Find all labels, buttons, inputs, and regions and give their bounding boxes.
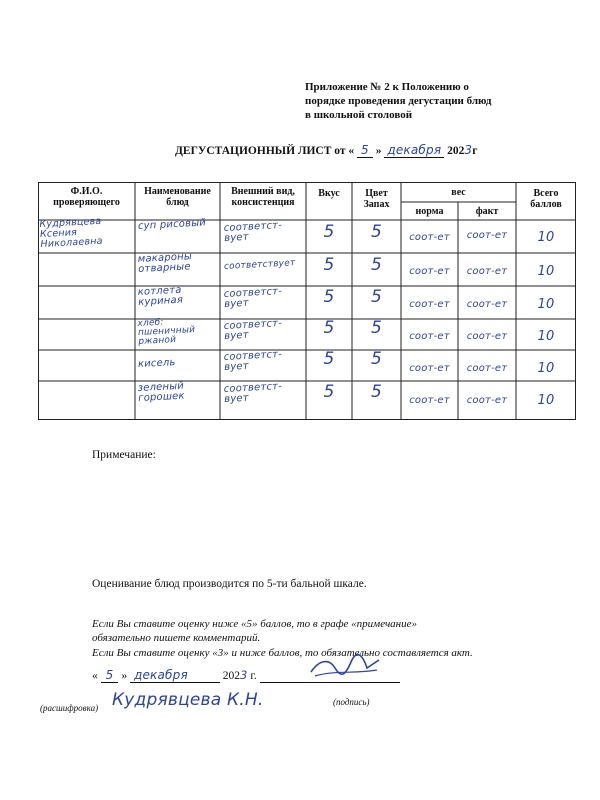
header-taste: Вкус bbox=[318, 188, 340, 199]
row6-appearance: соответст-вует bbox=[223, 380, 283, 405]
instructions-block-1 bbox=[92, 617, 417, 645]
instruction-line-2: обязательно пишете комментарий. bbox=[92, 632, 261, 644]
row2-total: 10 bbox=[537, 264, 555, 279]
row1-norm: соот-ет bbox=[409, 232, 450, 243]
footer-open-quote: « bbox=[92, 670, 98, 682]
footer-year-digit: 3 bbox=[240, 668, 248, 682]
row4-fact: соот-ет bbox=[466, 331, 508, 342]
header-fact: факт bbox=[475, 206, 499, 217]
tasting-table bbox=[38, 182, 576, 420]
title-suffix: г bbox=[472, 145, 478, 157]
title-year-prefix: 202 bbox=[447, 145, 465, 157]
title-mid: » bbox=[375, 145, 382, 157]
instructions-block-2 bbox=[92, 646, 473, 660]
footer-year-suffix: г. bbox=[250, 670, 257, 682]
decode-value: Кудрявцева К.Н. bbox=[112, 690, 264, 710]
row2-taste: 5 bbox=[323, 255, 335, 275]
title-prefix: ДЕГУСТАЦИОННЫЙ ЛИСТ от « bbox=[175, 145, 355, 157]
row3-fact: соот-ет bbox=[466, 299, 508, 310]
row1-appearance: соответст-вует bbox=[223, 219, 283, 244]
header-total: Всего баллов bbox=[530, 188, 562, 210]
title-month: декабря bbox=[384, 143, 444, 158]
row2-color: 5 bbox=[370, 255, 383, 275]
row2-dish: макароны отварные bbox=[137, 251, 193, 275]
inspector-name: Кудрявцева Ксения Николаевна bbox=[39, 215, 103, 250]
row5-fact: соот-ет bbox=[466, 363, 508, 374]
footer-close-quote: » bbox=[121, 670, 128, 682]
row6-dish: зеленый горошек bbox=[137, 380, 186, 404]
title-day: 5 bbox=[357, 143, 373, 158]
row6-fact: соот-ет bbox=[466, 395, 508, 406]
scale-text: Оценивание блюд производится по 5-ти бальной шкале. bbox=[92, 578, 367, 590]
row3-appearance: соответст-вует bbox=[223, 285, 283, 310]
instruction-line-1: Если Вы ставите оценку ниже «5» баллов, то в графе «примечание» bbox=[92, 618, 418, 630]
row6-norm: соот-ет bbox=[409, 395, 450, 406]
header-color-smell: Цвет Запах bbox=[363, 188, 390, 210]
row1-total: 10 bbox=[537, 230, 555, 245]
appendix-line-2: порядке проведения дегустации блюд bbox=[305, 95, 492, 107]
row4-color: 5 bbox=[370, 318, 383, 338]
row5-color: 5 bbox=[370, 349, 383, 369]
row6-color: 5 bbox=[370, 382, 383, 402]
row5-norm: соот-ет bbox=[409, 363, 450, 374]
row4-norm: соот-ет bbox=[409, 331, 450, 342]
row6-total: 10 bbox=[537, 393, 555, 408]
note-label: Примечание: bbox=[92, 449, 156, 461]
row1-taste: 5 bbox=[323, 222, 335, 242]
row6-taste: 5 bbox=[323, 382, 335, 402]
row2-appearance: соответствует bbox=[223, 258, 296, 272]
row1-fact: соот-ет bbox=[466, 230, 508, 241]
row3-norm: соот-ет bbox=[409, 299, 450, 310]
row2-norm: соот-ет bbox=[409, 266, 450, 277]
signature-mark bbox=[305, 650, 385, 686]
header-weight: вес bbox=[451, 187, 466, 198]
row1-dish: суп рисовый bbox=[137, 217, 207, 232]
row5-total: 10 bbox=[537, 361, 555, 376]
signature-label: (подпись) bbox=[333, 697, 370, 707]
row4-taste: 5 bbox=[323, 318, 335, 338]
footer-year-prefix: 202 bbox=[222, 670, 241, 682]
header-fio: Ф.И.О. проверяющего bbox=[53, 186, 120, 208]
appendix-line-1: Приложение № 2 к Положению о bbox=[305, 81, 469, 93]
row5-taste: 5 bbox=[323, 349, 335, 369]
row1-color: 5 bbox=[370, 222, 383, 242]
row4-appearance: соответст-вует bbox=[223, 317, 283, 342]
footer-month: декабря bbox=[130, 668, 202, 683]
appendix-line-3: в школьной столовой bbox=[305, 109, 413, 121]
header-appearance: Внешний вид, консистенция bbox=[231, 186, 295, 208]
row2-fact: соот-ет bbox=[466, 266, 508, 277]
footer-day: 5 bbox=[101, 668, 119, 683]
row3-taste: 5 bbox=[323, 287, 335, 307]
instruction-line-3: Если Вы ставите оценку «3» и ниже баллов, то обязательно составляется акт. bbox=[92, 647, 473, 659]
row5-dish: кисель bbox=[137, 357, 176, 370]
header-dish: Наименование блюд bbox=[144, 186, 211, 208]
row4-dish: хлеб: пшеничный ржаной bbox=[137, 317, 196, 347]
row3-total: 10 bbox=[537, 297, 555, 312]
document-title bbox=[175, 143, 477, 158]
row3-dish: котлета куриная bbox=[137, 284, 184, 308]
decode-label: (расшифровка) bbox=[40, 703, 99, 713]
title-year-digit: 3 bbox=[464, 143, 473, 157]
row3-color: 5 bbox=[370, 287, 383, 307]
header-norm: норма bbox=[415, 206, 444, 217]
row5-appearance: соответст-вует bbox=[223, 348, 283, 373]
appendix-block bbox=[305, 80, 525, 122]
row4-total: 10 bbox=[537, 329, 555, 344]
